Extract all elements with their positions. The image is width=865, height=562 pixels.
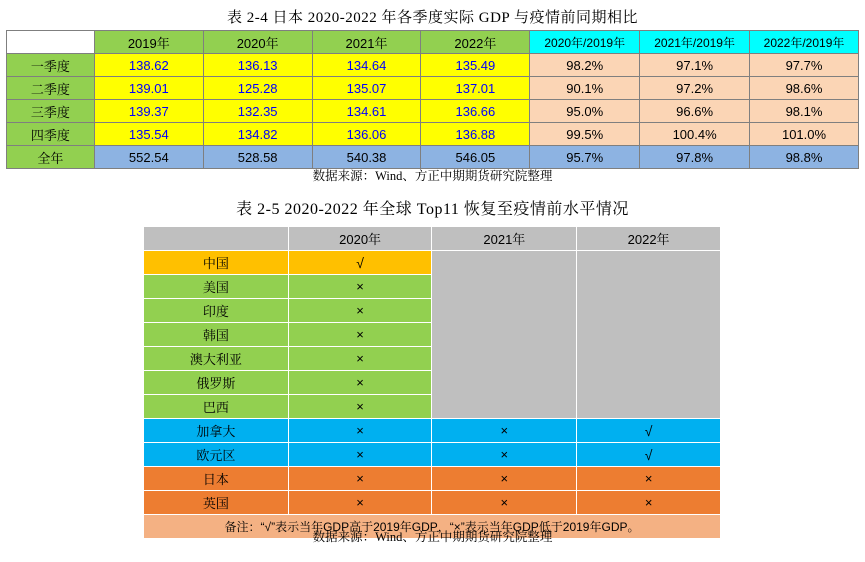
- table-row: [7, 100, 859, 123]
- table-25-header-2021: 2021年: [432, 227, 577, 251]
- table-25-country-label: 中国: [144, 251, 289, 275]
- table-row: [144, 491, 721, 515]
- table-24-cell: 139.01: [94, 77, 203, 100]
- table-row-header: [7, 31, 859, 54]
- table-24-ratio-cell: 90.1%: [530, 77, 640, 100]
- table-25-cell-2020: ×: [288, 443, 432, 467]
- table-24-ratio-cell: 97.7%: [750, 54, 859, 77]
- table-24-cell: 134.64: [312, 54, 421, 77]
- table-25-cell-2020: ×: [288, 419, 432, 443]
- table-25-cell-2020: ×: [288, 347, 432, 371]
- table-24-ratio-cell: 101.0%: [750, 123, 859, 146]
- table-24-row-label: 三季度: [7, 100, 95, 123]
- table-24-row-label: 四季度: [7, 123, 95, 146]
- table-24-header-corner: [7, 31, 95, 54]
- table-25-country-label: 俄罗斯: [144, 371, 289, 395]
- table-24-cell: 136.88: [421, 123, 530, 146]
- table-24-row-label: 二季度: [7, 77, 95, 100]
- table-24-header-2022: 2022年: [421, 31, 530, 54]
- table-25-header-corner: [144, 227, 289, 251]
- table-row: [7, 77, 859, 100]
- table-25-cell-2020: ×: [288, 371, 432, 395]
- table-24-cell: 135.07: [312, 77, 421, 100]
- table-25-title: 表 2-5 2020-2022 年全球 Top11 恢复至疫情前水平情况: [236, 201, 629, 218]
- table-24-ratio-cell: 97.8%: [640, 146, 750, 169]
- table-24-ratio-cell: 99.5%: [530, 123, 640, 146]
- table-row: [7, 54, 859, 77]
- table-25-cell-2021: ×: [432, 467, 577, 491]
- table-24-ratio-cell: 98.6%: [750, 77, 859, 100]
- table-25-cell-2020: ×: [288, 395, 432, 419]
- table-24-ratio-cell: 97.1%: [640, 54, 750, 77]
- table-24-cell: 546.05: [421, 146, 530, 169]
- table-24-ratio-cell: 95.0%: [530, 100, 640, 123]
- table-25-merged-gray-2022: [577, 251, 721, 419]
- table-25-merged-gray-2021: [432, 251, 577, 419]
- table-25-cell-2021: ×: [432, 443, 577, 467]
- table-25-cell-2020: ×: [288, 467, 432, 491]
- table-24-ratio-cell: 98.1%: [750, 100, 859, 123]
- table-24-cell: 135.54: [94, 123, 203, 146]
- table-24-cell: 552.54: [94, 146, 203, 169]
- table-25-cell-2022: ×: [577, 467, 721, 491]
- table-24-cell: 135.49: [421, 54, 530, 77]
- table-24-cell: 132.35: [203, 100, 312, 123]
- table-25-country-label: 韩国: [144, 323, 289, 347]
- table-25-country-label: 巴西: [144, 395, 289, 419]
- table-25-cell-2020: ×: [288, 323, 432, 347]
- table-24-cell: 136.66: [421, 100, 530, 123]
- table-24-cell: 138.62: [94, 54, 203, 77]
- table-24-ratio-cell: 100.4%: [640, 123, 750, 146]
- table-25-cell-2020: √: [288, 251, 432, 275]
- table-25-header-2020: 2020年: [288, 227, 432, 251]
- table-25-country-label: 日本: [144, 467, 289, 491]
- table-25-cell-2022: ×: [577, 491, 721, 515]
- table-24-cell: 136.13: [203, 54, 312, 77]
- table-24-header-2020: 2020年: [203, 31, 312, 54]
- table-25-country-label: 加拿大: [144, 419, 289, 443]
- table-24-title: 表 2-4 日本 2020-2022 年各季度实际 GDP 与疫情前同期相比: [227, 10, 638, 26]
- table-24-cell: 139.37: [94, 100, 203, 123]
- table-row: [7, 123, 859, 146]
- table-25-cell-2021: ×: [432, 419, 577, 443]
- table-25-cell-2022: √: [577, 443, 721, 467]
- table-25-header-2022: 2022年: [577, 227, 721, 251]
- table-25-cell-2022: √: [577, 419, 721, 443]
- table-24-header-ratio-2022: 2022年/2019年: [750, 31, 859, 54]
- table-25-source: 数据来源：Wind、方正中期期货研究院整理: [312, 530, 553, 544]
- table-25-cell-2021: ×: [432, 491, 577, 515]
- table-25-country-label: 英国: [144, 491, 289, 515]
- table-24-row-label: 一季度: [7, 54, 95, 77]
- table-24-cell: 136.06: [312, 123, 421, 146]
- table-24-cell: 134.82: [203, 123, 312, 146]
- table-24-ratio-cell: 98.8%: [750, 146, 859, 169]
- table-row: [144, 419, 721, 443]
- table-24-cell: 540.38: [312, 146, 421, 169]
- table-row: [144, 443, 721, 467]
- table-24-ratio-cell: 95.7%: [530, 146, 640, 169]
- table-24-row-label: 全年: [7, 146, 95, 169]
- table-24-ratio-cell: 98.2%: [530, 54, 640, 77]
- table-25-cell-2020: ×: [288, 275, 432, 299]
- table-24-source: 数据来源：Wind、方正中期期货研究院整理: [312, 169, 553, 183]
- table-24-cell: 528.58: [203, 146, 312, 169]
- table-row-header: [144, 227, 721, 251]
- table-24-ratio-cell: 97.2%: [640, 77, 750, 100]
- table-25-country-label: 美国: [144, 275, 289, 299]
- table-24-cell: 134.61: [312, 100, 421, 123]
- table-24-header-2019: 2019年: [94, 31, 203, 54]
- table-25-country-label: 澳大利亚: [144, 347, 289, 371]
- table-24-ratio-cell: 96.6%: [640, 100, 750, 123]
- table-24-cell: 137.01: [421, 77, 530, 100]
- table-24-header-2021: 2021年: [312, 31, 421, 54]
- table-25-cell-2020: ×: [288, 491, 432, 515]
- table-24-cell: 125.28: [203, 77, 312, 100]
- table-row: [144, 467, 721, 491]
- table-row: [144, 251, 721, 275]
- table-24-header-ratio-2021: 2021年/2019年: [640, 31, 750, 54]
- table-25-cell-2020: ×: [288, 299, 432, 323]
- table-top11-recovery: [143, 226, 721, 539]
- table-25-country-label: 欧元区: [144, 443, 289, 467]
- table-25-country-label: 印度: [144, 299, 289, 323]
- table-24-header-ratio-2020: 2020年/2019年: [530, 31, 640, 54]
- table-gdp-japan: [6, 30, 859, 169]
- table-25-note: 备注：“√”表示当年GDP高于2019年GDP，“×”表示当年GDP低于2019年GDP。: [144, 515, 721, 539]
